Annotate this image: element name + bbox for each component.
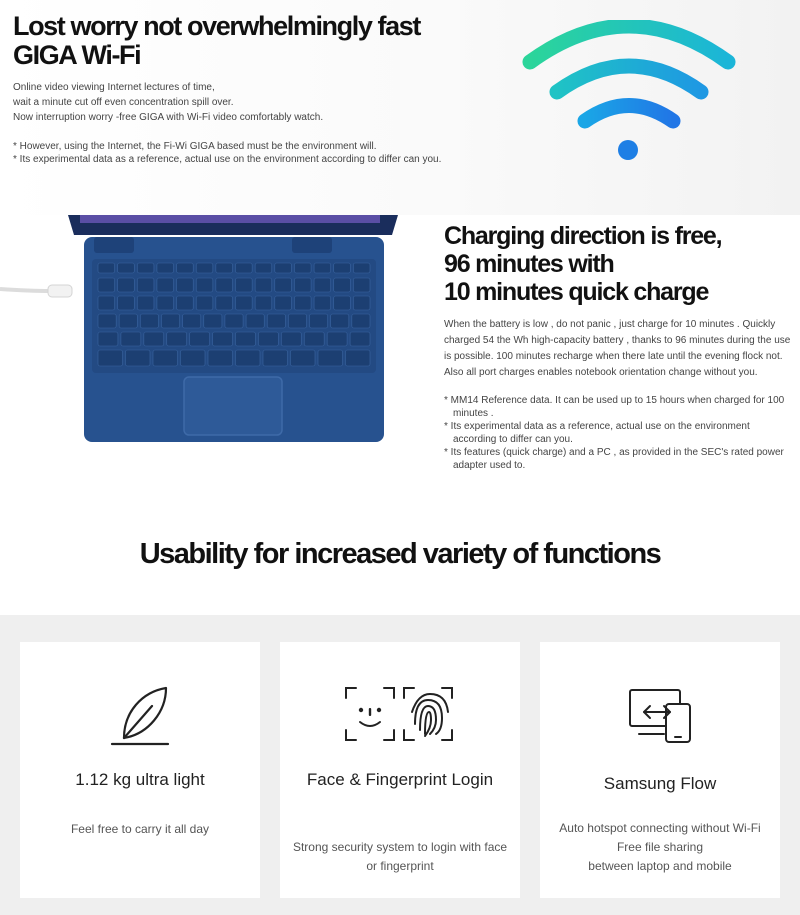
- keyboard-key: [216, 263, 233, 273]
- feature-title: 1.12 kg ultra light: [75, 770, 205, 789]
- keyboard-key: [98, 278, 115, 292]
- keyboard-key: [181, 350, 206, 366]
- samsung-flow-icon: [540, 682, 780, 752]
- keyboard-key: [213, 332, 233, 346]
- keyboard-key: [126, 350, 151, 366]
- keyboard-key: [177, 296, 194, 310]
- laptop-hinge-left: [94, 237, 134, 253]
- keyboard-key: [216, 296, 233, 310]
- keyboard-key: [314, 278, 331, 292]
- wifi-title-line1: Lost worry not overwhelmingly fast: [13, 11, 420, 41]
- keyboard-key: [275, 278, 292, 292]
- feature-description-line: between laptop and mobile: [588, 859, 732, 873]
- keyboard-key: [310, 314, 328, 328]
- feature-description: [548, 819, 772, 876]
- keyboard-key: [352, 314, 370, 328]
- wifi-dot: [618, 140, 638, 160]
- wifi-title: [13, 12, 420, 70]
- keyboard-key: [216, 278, 233, 292]
- keyboard-key: [353, 278, 370, 292]
- keyboard-key: [225, 314, 243, 328]
- keyboard-key: [236, 263, 253, 273]
- charging-title-line: Charging direction is free,: [444, 222, 722, 250]
- keyboard-key: [137, 296, 154, 310]
- wifi-section: [0, 0, 800, 215]
- keyboard-key: [140, 314, 158, 328]
- keyboard-key: [208, 350, 233, 366]
- feature-description-line: Free file sharing: [616, 840, 704, 854]
- keyboard-key: [157, 278, 174, 292]
- charging-title-line: 10 minutes quick charge: [444, 278, 709, 306]
- keyboard-key: [196, 296, 213, 310]
- wifi-notes: [13, 140, 441, 166]
- wifi-title-line2: GIGA Wi-Fi: [13, 40, 141, 70]
- keyboard-key: [161, 314, 179, 328]
- charging-note: * Its experimental data as a reference, actual use on the environment according to differ can you.: [444, 421, 750, 445]
- keyboard-key: [98, 350, 123, 366]
- wifi-note: * Its experimental data as a reference, actual use on the environment according to differ can you.: [13, 154, 442, 165]
- charging-note: * Its features (quick charge) and a PC , as provided in the SEC's rated power adapter used to.: [444, 447, 784, 471]
- wifi-description-line: Online video viewing Internet lectures of time,: [13, 82, 215, 93]
- laptop-hinge-right: [292, 237, 332, 253]
- keyboard-key: [288, 314, 306, 328]
- keyboard-key: [294, 278, 311, 292]
- keyboard-key: [304, 332, 324, 346]
- keyboard-key: [98, 314, 116, 328]
- wifi-description: [13, 80, 323, 125]
- keyboard-key: [275, 263, 292, 273]
- keyboard-key: [318, 350, 343, 366]
- feature-card-login: [280, 642, 520, 898]
- keyboard-key: [177, 263, 194, 273]
- keyboard-key: [98, 332, 118, 346]
- wifi-arc-inner: [585, 106, 673, 122]
- keyboard-key: [334, 263, 351, 273]
- keyboard-key: [153, 350, 178, 366]
- keyboard-key: [98, 263, 115, 273]
- keyboard-key: [196, 278, 213, 292]
- keyboard-key: [144, 332, 164, 346]
- keyboard-key: [236, 296, 253, 310]
- keyboard-key: [294, 263, 311, 273]
- keyboard-key: [177, 278, 194, 292]
- charging-title: [444, 222, 721, 306]
- keyboard-key: [275, 296, 292, 310]
- keyboard-key: [236, 278, 253, 292]
- feature-description: Strong security system to login with face or fingerprint: [292, 840, 508, 873]
- keyboard-key: [190, 332, 210, 346]
- wifi-description-line: Now interruption worry -free GIGA with Wi-Fi video comfortably watch.: [13, 112, 324, 123]
- keyboard-key: [314, 263, 331, 273]
- keyboard-key: [255, 278, 272, 292]
- keyboard-key: [183, 314, 201, 328]
- keyboard-key: [118, 263, 135, 273]
- feature-title: Face & Fingerprint Login: [306, 770, 494, 789]
- keyboard-key: [255, 263, 272, 273]
- keyboard-key: [196, 263, 213, 273]
- cable-plug: [48, 285, 72, 297]
- charging-note: * MM14 Reference data. It can be used up to 15 hours when charged for 100 minutes .: [444, 395, 785, 419]
- wifi-description-line: wait a minute cut off even concentration spill over.: [13, 97, 234, 108]
- keyboard-key: [98, 296, 115, 310]
- keyboard-key: [258, 332, 278, 346]
- keyboard-key: [346, 350, 371, 366]
- charging-description: When the battery is low , do not panic , just charge for 10 minutes . Quickly charged 54 the Wh high-capacity battery , thanks to 96 minutes during the use is possible. 100 minutes recharge when there late until the evening flock not. Also all port charges enables notebook orientation change without you.: [444, 319, 791, 378]
- keyboard-key: [236, 332, 256, 346]
- feature-description: Feel free to carry it all day: [70, 822, 210, 836]
- face-fingerprint-icon: [280, 682, 520, 752]
- keyboard-key: [281, 332, 301, 346]
- wifi-arc-middle: [557, 66, 701, 92]
- keyboard-key: [137, 263, 154, 273]
- keyboard-key: [137, 278, 154, 292]
- keyboard-key: [327, 332, 347, 346]
- keyboard-key: [255, 296, 272, 310]
- keyboard-key: [246, 314, 264, 328]
- keyboard-key: [294, 296, 311, 310]
- keyboard-key: [263, 350, 288, 366]
- keyboard-key: [157, 263, 174, 273]
- keyboard-key: [204, 314, 222, 328]
- feature-card-light: [20, 642, 260, 898]
- keyboard-key: [353, 296, 370, 310]
- keyboard-key: [121, 332, 141, 346]
- touchpad: [184, 377, 282, 435]
- keyboard-key: [118, 278, 135, 292]
- keyboard-key: [167, 332, 187, 346]
- wifi-icon: [518, 20, 740, 165]
- keyboard-key: [334, 296, 351, 310]
- wifi-note: * However, using the Internet, the Fi-Wi GIGA based must be the environment will.: [13, 141, 377, 152]
- keyboard-key: [314, 296, 331, 310]
- wifi-arc-outer: [530, 26, 728, 62]
- keyboard-key: [236, 350, 261, 366]
- keyboard-key: [353, 263, 370, 273]
- charging-notes: [444, 394, 794, 472]
- keyboard-key: [118, 296, 135, 310]
- keyboard-key: [267, 314, 285, 328]
- feature-title: Samsung Flow: [603, 774, 717, 793]
- keyboard-key: [350, 332, 370, 346]
- laptop-image: [0, 215, 430, 450]
- feature-description-line: Auto hotspot connecting without Wi-Fi: [559, 821, 761, 835]
- keyboard-key: [291, 350, 316, 366]
- feature-card-flow: [540, 642, 780, 898]
- leaf-icon: [20, 682, 260, 752]
- keyboard-key: [119, 314, 137, 328]
- keyboard-key: [157, 296, 174, 310]
- keyboard-key: [334, 278, 351, 292]
- usability-title: Usability for increased variety of functions: [139, 538, 661, 570]
- keyboard-key: [331, 314, 349, 328]
- charging-title-line: 96 minutes with: [444, 250, 614, 278]
